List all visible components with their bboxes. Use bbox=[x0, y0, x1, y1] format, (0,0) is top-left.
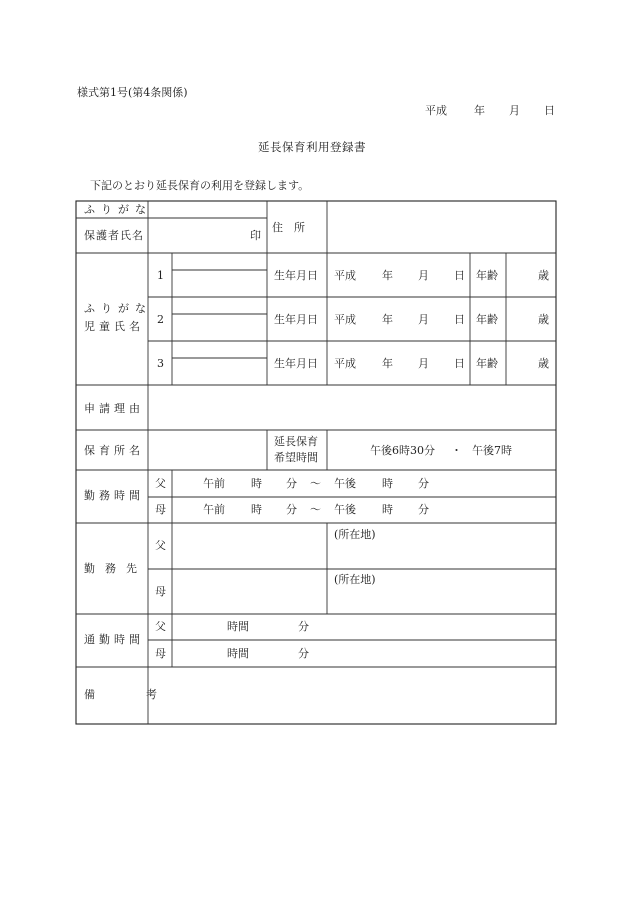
age-label: 年齢 bbox=[476, 269, 498, 282]
commute-minutes-label: 分 bbox=[298, 647, 309, 660]
extension-option-1900: 午後7時 bbox=[472, 444, 512, 457]
hour-label: 時 bbox=[382, 477, 393, 490]
work-hours-label: 勤務時間 bbox=[84, 489, 144, 502]
child-number: 2 bbox=[157, 313, 164, 326]
birth-era: 平成 bbox=[334, 357, 356, 370]
nursery-name-label: 保育所名 bbox=[84, 444, 144, 457]
birth-day: 日 bbox=[454, 357, 465, 370]
age-unit: 歳 bbox=[538, 357, 549, 370]
father-label: 父 bbox=[155, 539, 166, 552]
extension-label-line1: 延長保育 bbox=[274, 435, 318, 448]
birth-year: 年 bbox=[382, 357, 393, 370]
father-location-label: (所在地) bbox=[334, 528, 376, 541]
child-name-label: 児童氏名 bbox=[84, 320, 144, 333]
commute-hours-label: 時間 bbox=[227, 647, 249, 660]
father-label: 父 bbox=[155, 477, 166, 490]
hour-label: 時 bbox=[251, 503, 262, 516]
extension-label-line2: 希望時間 bbox=[274, 451, 318, 464]
guardian-furigana-label: ふりがな bbox=[84, 203, 152, 216]
age-label: 年齢 bbox=[476, 313, 498, 326]
father-label: 父 bbox=[155, 620, 166, 633]
hour-label: 時 bbox=[251, 477, 262, 490]
pm-label: 午後 bbox=[334, 503, 356, 516]
child-number: 3 bbox=[157, 357, 164, 370]
birth-date-label: 生年月日 bbox=[274, 269, 318, 282]
birth-day: 日 bbox=[454, 313, 465, 326]
commute-label: 通勤時間 bbox=[84, 633, 144, 646]
date-month: 月 bbox=[509, 104, 520, 117]
tilde-separator: ～ bbox=[310, 503, 321, 516]
birth-era: 平成 bbox=[334, 269, 356, 282]
mother-label: 母 bbox=[155, 647, 166, 660]
birth-year: 年 bbox=[382, 269, 393, 282]
guardian-name-label: 保護者氏名 bbox=[84, 229, 144, 242]
minute-label: 分 bbox=[286, 477, 297, 490]
workplace-label: 勤務先 bbox=[84, 562, 147, 575]
seal-mark: 印 bbox=[250, 229, 261, 242]
minute-label: 分 bbox=[418, 503, 429, 516]
remarks-label: 備 考 bbox=[84, 688, 177, 701]
birth-month: 月 bbox=[418, 269, 429, 282]
minute-label: 分 bbox=[286, 503, 297, 516]
extension-separator: ・ bbox=[451, 444, 462, 457]
birth-date-label: 生年月日 bbox=[274, 357, 318, 370]
birth-month: 月 bbox=[418, 357, 429, 370]
birth-day: 日 bbox=[454, 269, 465, 282]
age-unit: 歳 bbox=[538, 313, 549, 326]
age-unit: 歳 bbox=[538, 269, 549, 282]
birth-date-label: 生年月日 bbox=[274, 313, 318, 326]
mother-label: 母 bbox=[155, 585, 166, 598]
extension-option-1830: 午後6時30分 bbox=[370, 444, 435, 457]
child-furigana-label: ふりがな bbox=[84, 302, 152, 315]
child-number: 1 bbox=[157, 269, 164, 282]
mother-location-label: (所在地) bbox=[334, 573, 376, 586]
hour-label: 時 bbox=[382, 503, 393, 516]
birth-year: 年 bbox=[382, 313, 393, 326]
birth-month: 月 bbox=[418, 313, 429, 326]
minute-label: 分 bbox=[418, 477, 429, 490]
birth-era: 平成 bbox=[334, 313, 356, 326]
am-label: 午前 bbox=[203, 477, 225, 490]
intro-text: 下記のとおり延長保育の利用を登録します。 bbox=[90, 179, 310, 192]
am-label: 午前 bbox=[203, 503, 225, 516]
pm-label: 午後 bbox=[334, 477, 356, 490]
reason-label: 申請理由 bbox=[84, 402, 144, 415]
date-year: 年 bbox=[474, 104, 485, 117]
age-label: 年齢 bbox=[476, 357, 498, 370]
commute-minutes-label: 分 bbox=[298, 620, 309, 633]
date-era: 平成 bbox=[425, 104, 447, 117]
mother-label: 母 bbox=[155, 503, 166, 516]
form-number: 様式第1号(第4条関係) bbox=[77, 86, 188, 99]
document-title: 延長保育利用登録書 bbox=[258, 140, 366, 154]
date-day: 日 bbox=[544, 104, 555, 117]
address-label: 住 所 bbox=[272, 221, 305, 234]
commute-hours-label: 時間 bbox=[227, 620, 249, 633]
tilde-separator: ～ bbox=[310, 477, 321, 490]
